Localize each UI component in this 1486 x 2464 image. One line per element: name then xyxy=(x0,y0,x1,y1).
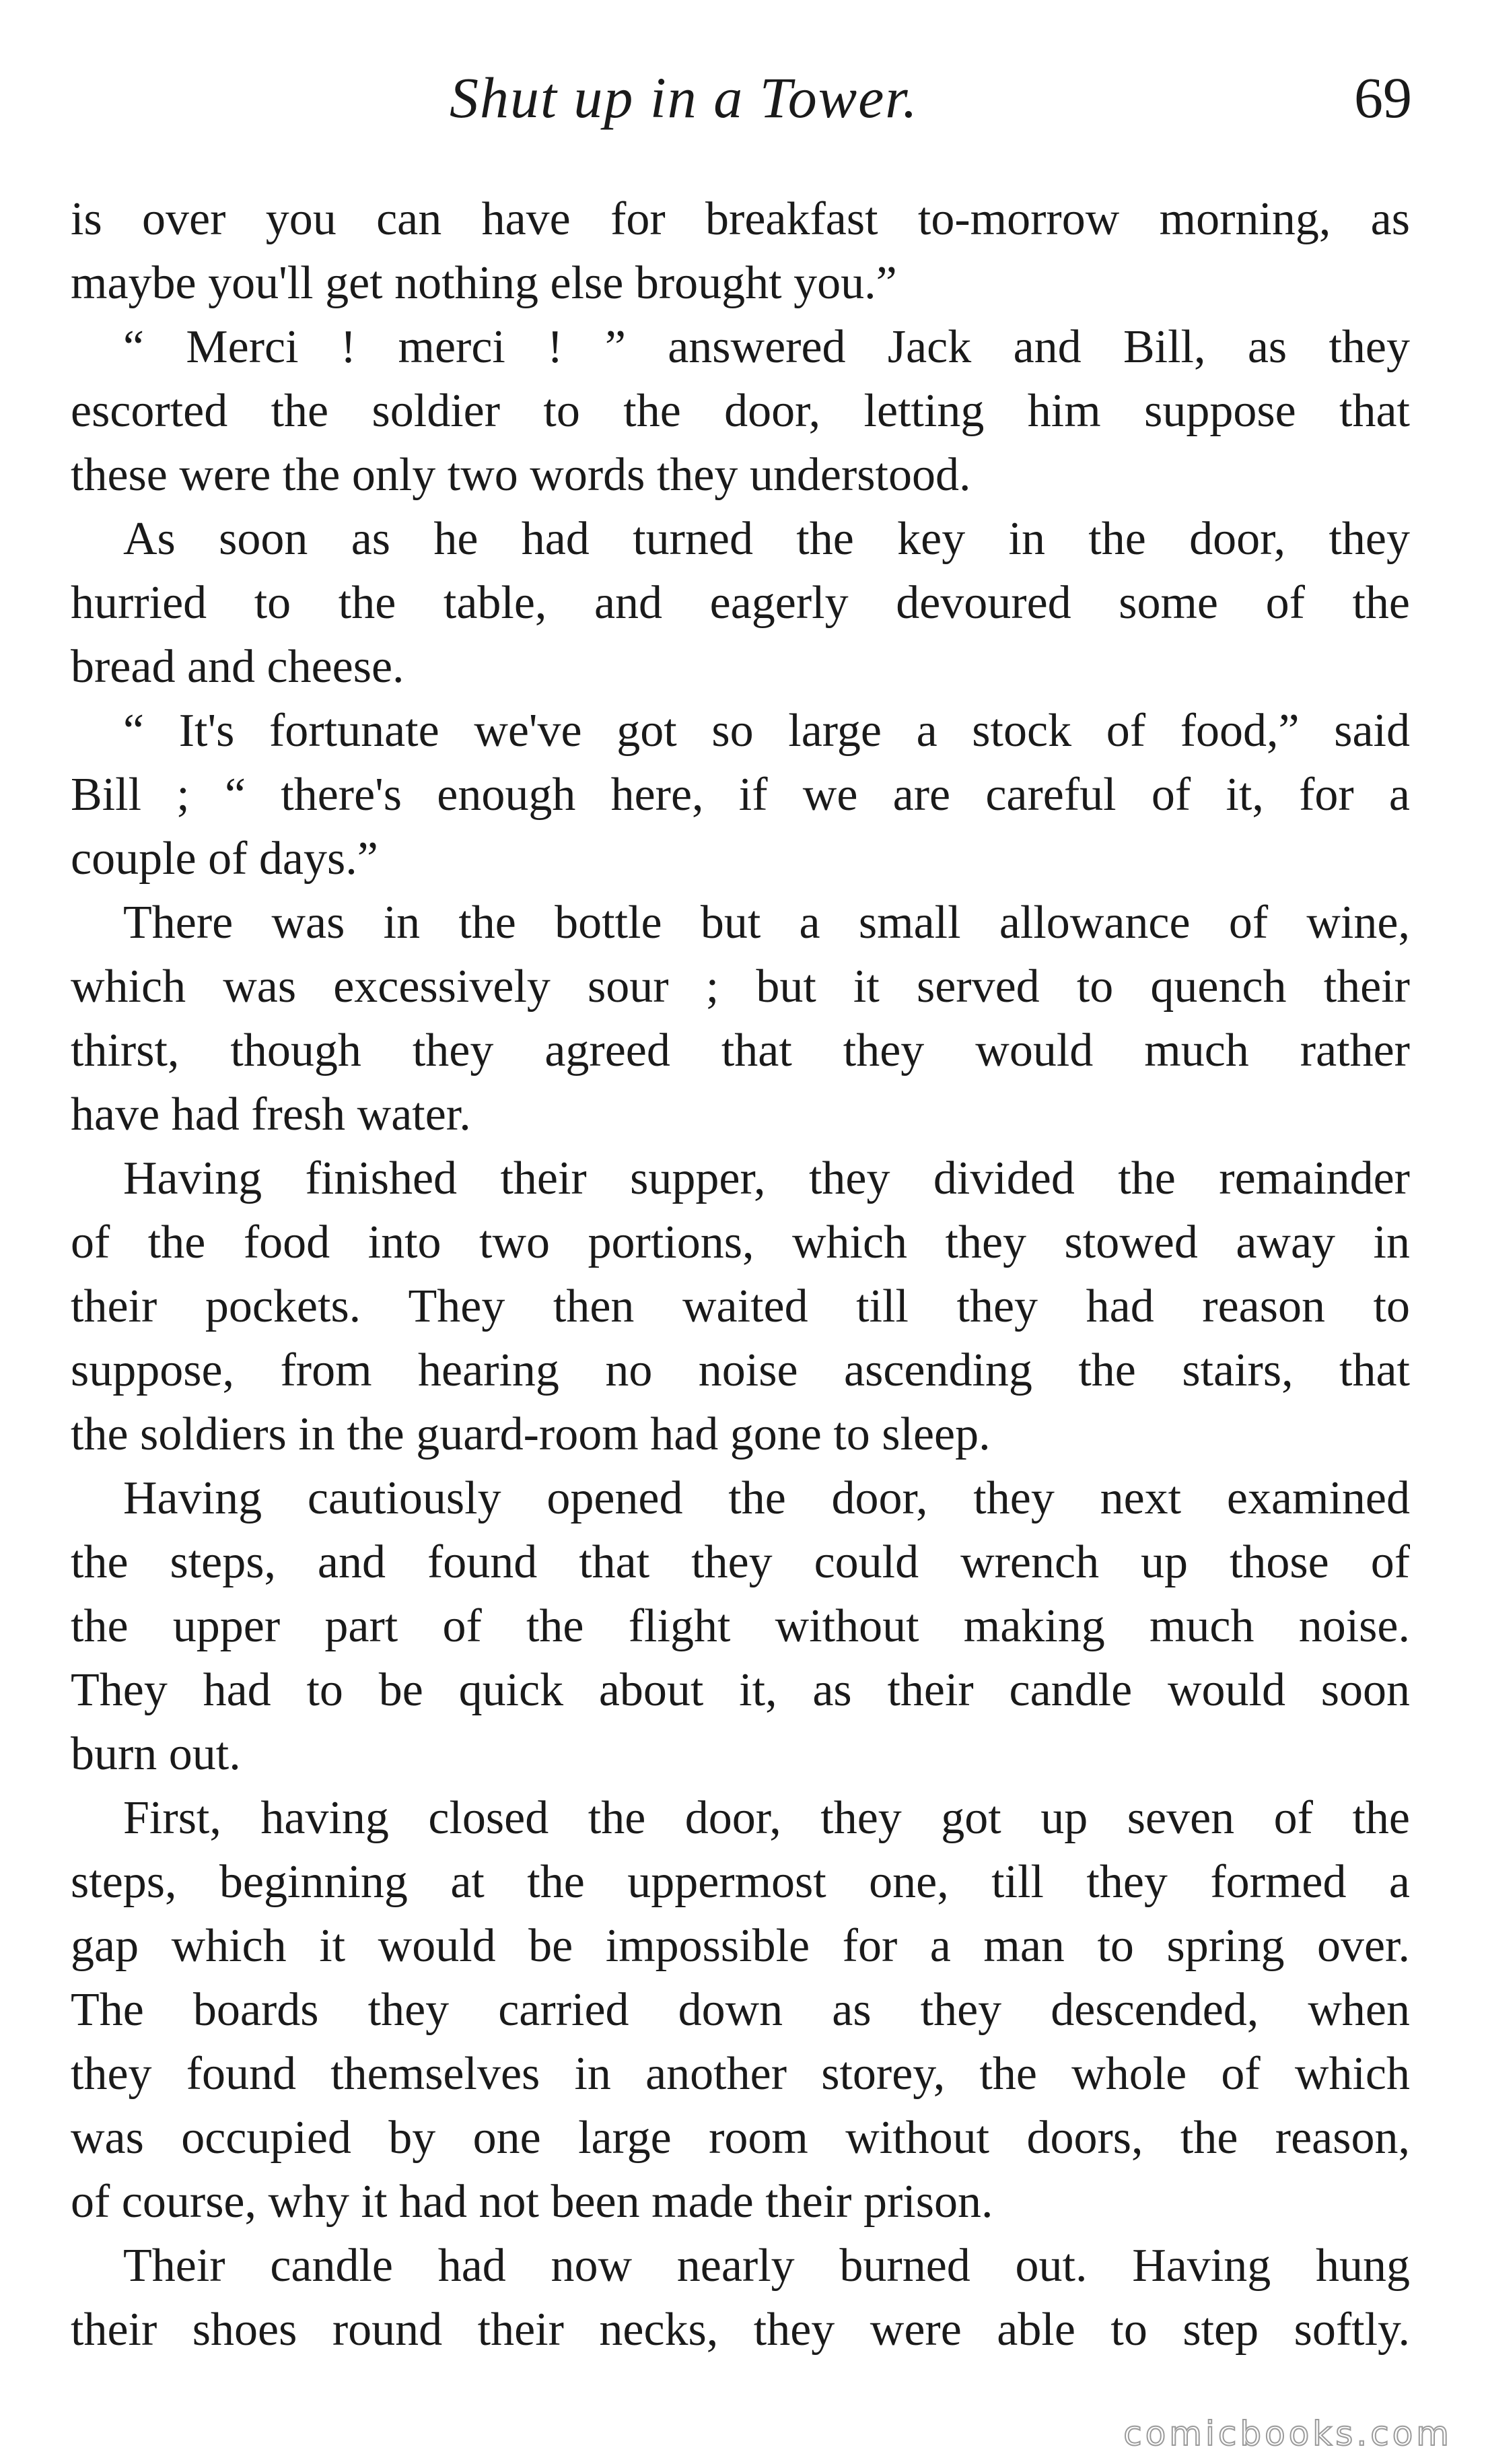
text-line: they found themselves in another storey, the whole of which xyxy=(71,2048,1410,2100)
text-line: their pockets. They then waited till they had reason to xyxy=(71,1280,1410,1332)
running-title: Shut up in a Tower. xyxy=(450,65,919,130)
text-line: the upper part of the flight without making much noise. xyxy=(71,1600,1410,1652)
text-line: “ It's fortunate we've got so large a stock of food,” said xyxy=(123,705,1410,757)
text-line: of course, why it had not been made their prison. xyxy=(71,2176,993,2228)
text-line: There was in the bottle but a small allowance of wine, xyxy=(123,897,1410,949)
text-line: gap which it would be impossible for a man to spring over. xyxy=(71,1920,1410,1972)
body-text xyxy=(71,187,1410,2362)
text-line: escorted the soldier to the door, letting him suppose that xyxy=(71,385,1410,437)
text-line: bread and cheese. xyxy=(71,641,404,693)
text-line: Having cautiously opened the door, they next examined xyxy=(123,1472,1410,1524)
page-number: 69 xyxy=(1354,65,1412,130)
text-line: couple of days.” xyxy=(71,833,378,885)
text-line: burn out. xyxy=(71,1728,241,1780)
text-line: Bill ; “ there's enough here, if we are careful of it, for a xyxy=(71,769,1410,821)
text-line: the soldiers in the guard-room had gone to sleep. xyxy=(71,1408,991,1460)
text-line: hurried to the table, and eagerly devoured some of the xyxy=(71,577,1410,629)
text-line: have had fresh water. xyxy=(71,1089,471,1140)
text-line: thirst, though they agreed that they would much rather xyxy=(71,1025,1410,1076)
text-line: As soon as he had turned the key in the door, they xyxy=(123,513,1410,565)
text-line: steps, beginning at the uppermost one, till they formed a xyxy=(71,1856,1410,1908)
text-line: which was excessively sour ; but it served to quench their xyxy=(71,961,1410,1013)
text-line: the steps, and found that they could wrench up those of xyxy=(71,1536,1410,1588)
watermark: comicbooks.com xyxy=(1123,2414,1452,2453)
text-line: Their candle had now nearly burned out. Having hung xyxy=(123,2240,1410,2292)
text-line: They had to be quick about it, as their candle would soon xyxy=(71,1664,1410,1716)
text-line: was occupied by one large room without doors, the reason, xyxy=(71,2112,1410,2164)
text-line: of the food into two portions, which they stowed away in xyxy=(71,1217,1410,1268)
text-line: “ Merci ! merci ! ” answered Jack and Bill, as they xyxy=(123,321,1410,373)
text-line: maybe you'll get nothing else brought you.” xyxy=(71,257,897,309)
text-line: First, having closed the door, they got up seven of the xyxy=(123,1792,1410,1844)
page-header xyxy=(67,64,1419,145)
text-line: The boards they carried down as they descended, when xyxy=(71,1984,1410,2036)
text-line: Having finished their supper, they divided the remainder xyxy=(123,1153,1410,1204)
text-line: these were the only two words they understood. xyxy=(71,449,971,501)
text-line: suppose, from hearing no noise ascending the stairs, that xyxy=(71,1344,1410,1396)
text-line: is over you can have for breakfast to-morrow morning, as xyxy=(71,193,1410,245)
text-line: their shoes round their necks, they were able to step softly. xyxy=(71,2304,1410,2356)
